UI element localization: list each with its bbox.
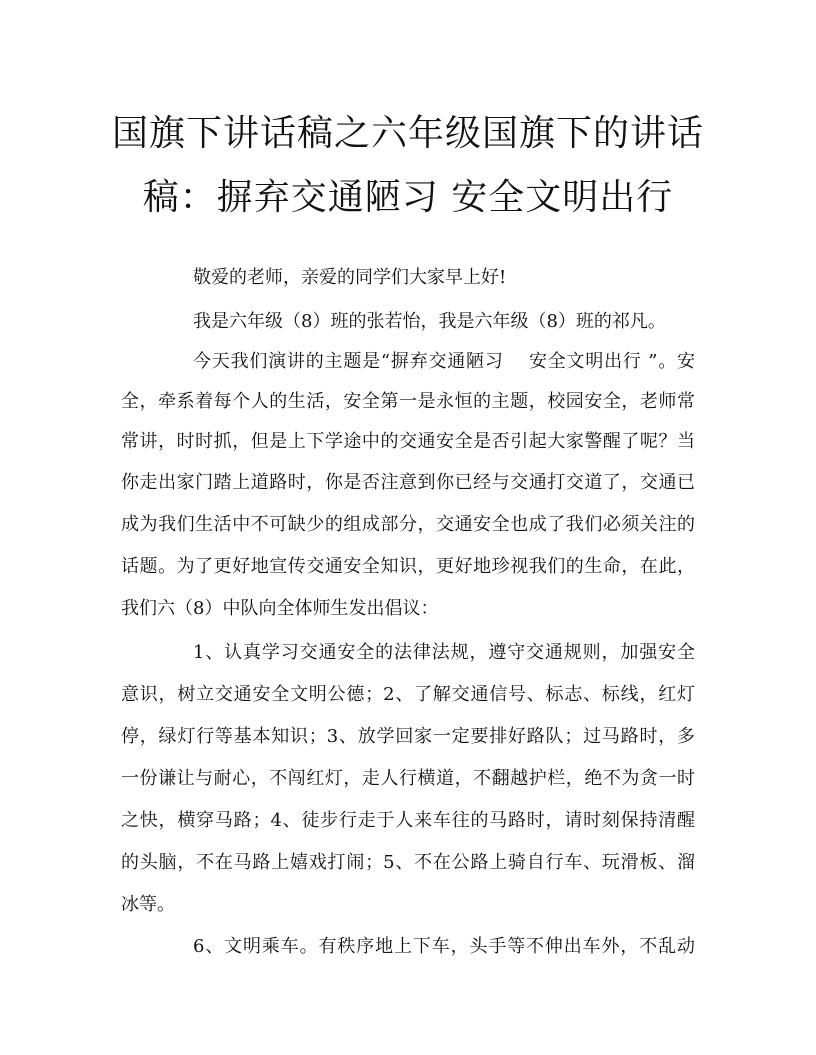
paragraph-1-line: 今天我们演讲的主题是“摒弃交通陋习 安全文明出行 ”。安 — [193, 351, 695, 372]
paragraph-2-line: 之快，横穿马路；4、徒步行走于人来车往的马路时，请时刻保持清醒 — [121, 810, 695, 831]
paragraph-1-line: 常讲，时时抓，但是上下学途中的交通安全是否引起大家警醒了呢？当 — [121, 431, 695, 452]
paragraph-2-line: 1、认真学习交通安全的法律法规，遵守交通规则，加强安全 — [193, 642, 695, 663]
document-title-line-1: 国旗下讲话稿之六年级国旗下的讲话 — [111, 113, 704, 154]
paragraph-1-line: 话题。为了更好地宣传交通安全知识，更好地珍视我们的生命，在此， — [121, 556, 695, 577]
paragraph-2-line: 一份谦让与耐心，不闯红灯，走人行横道，不翻越护栏，绝不为贪一时 — [121, 768, 695, 789]
paragraph-1-line: 你走出家门踏上道路时，你是否注意到你已经与交通打交道了，交通已 — [121, 472, 695, 493]
intro-paragraph: 我是六年级（8）班的张若怡，我是六年级（8）班的祁凡。 — [193, 311, 666, 332]
paragraph-1-line: 成为我们生活中不可缺少的组成部分，交通安全也成了我们必须关注的 — [121, 514, 695, 535]
document-title-line-2: 稿：摒弃交通陋习 安全文明出行 — [142, 177, 674, 218]
paragraph-2-line: 停，绿灯行等基本知识；3、放学回家一定要排好路队；过马路时，多 — [121, 726, 695, 747]
paragraph-2-line: 意识，树立交通安全文明公德；2、了解交通信号、标志、标线，红灯 — [121, 684, 695, 705]
paragraph-1-line: 全，牵系着每个人的生活，安全第一是永恒的主题，校园安全，老师常 — [121, 391, 695, 412]
greeting-paragraph: 敬爱的老师，亲爱的同学们大家早上好! — [193, 267, 507, 288]
paragraph-2-line: 的头脑，不在马路上嬉戏打闹；5、不在公路上骑自行车、玩滑板、溜 — [121, 852, 695, 873]
paragraph-3-line: 6、文明乘车。有秩序地上下车，头手等不伸出车外，不乱动 — [193, 936, 695, 957]
paragraph-1-line: 我们六（8）中队向全体师生发出倡议： — [121, 598, 439, 619]
paragraph-2-line: 冰等。 — [121, 894, 175, 915]
